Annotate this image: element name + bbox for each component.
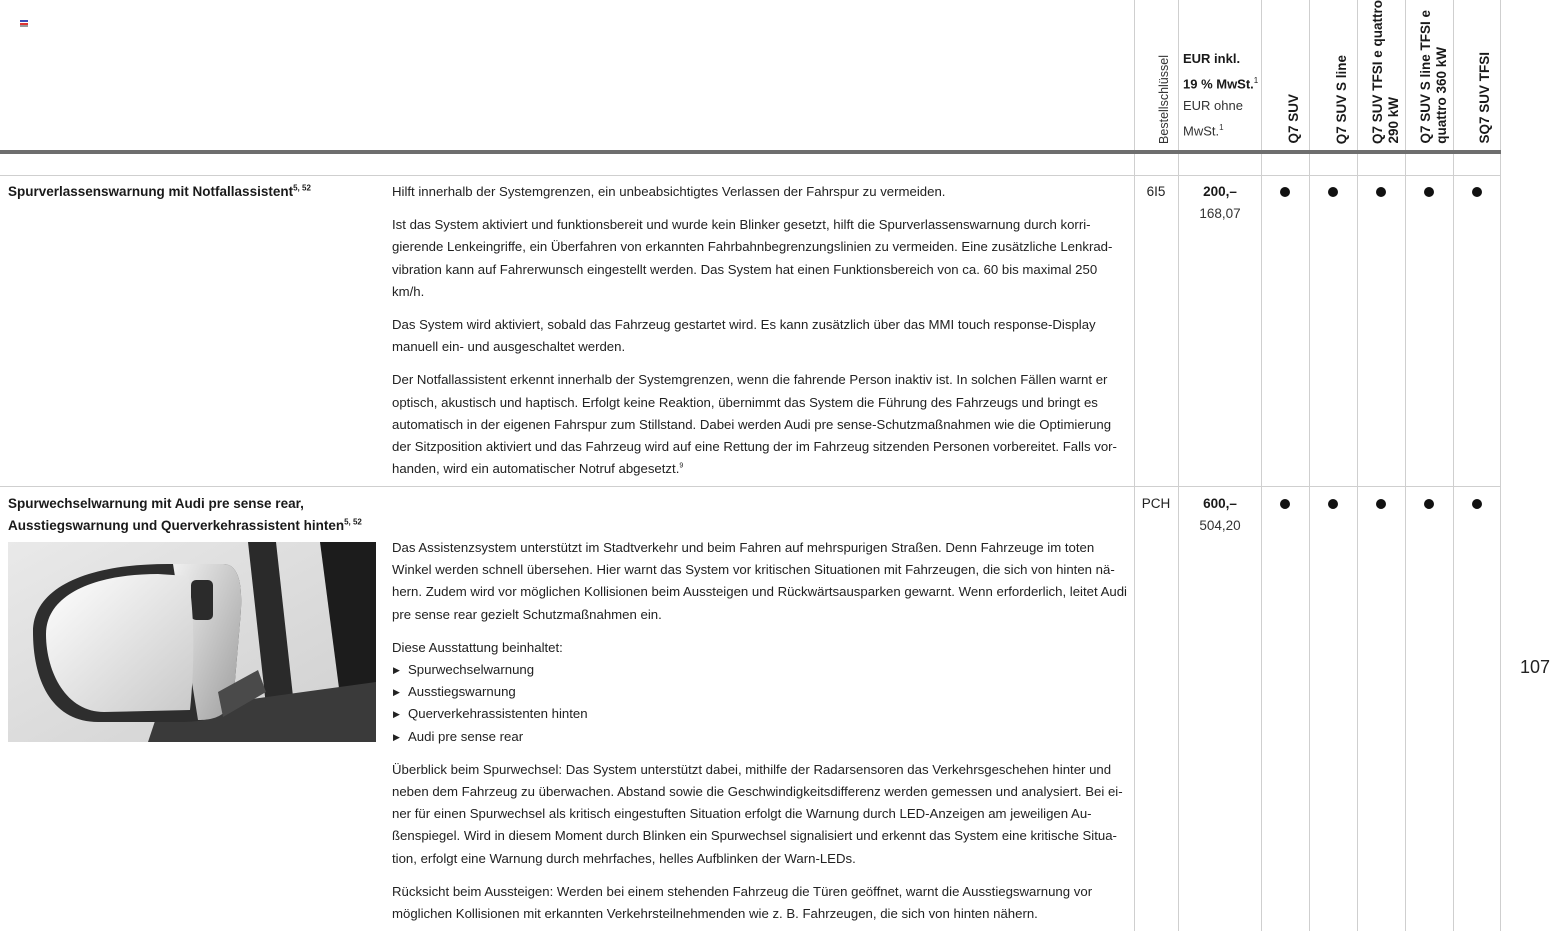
feature-description: Hilft innerhalb der Systemgrenzen, ein unbeabsichtigtes Verlassen der Fahrspur zu vermeiden. Ist das System aktiviert und funktionsbereit und wurde kein Blinker gesetzt, hilft die Spurverlassenswarnung durch korri-gierende Lenkeingriffe, ein Überfahren von erkannten Fahrbahnbegrenzungslinien zu vermeiden. Eine zusätzliche Lenkrad-vibration kann auf Fahrerwunsch eingestellt werden. Das System hat einen Funktionsbereich von ca. 60 bis maximal 250 km/h. Das System wird aktiviert, sobald das Fahrzeug gestartet wird. Es kann zusätzlich über das MMI touch response-Display manuell ein- und ausgeschaltet werden. Der Notfallassistent erkennt innerhalb der Systemgrenzen, wenn die fahrende Person inaktiv ist. In solchen Fällen warnt er optisch, akustisch und haptisch. Erfolgt keine Reaktion, übernimmt das System die Führung des Fahrzeugs und bringt es automatisch in der eigenen Fahrspur zum Stillstand. Dabei werden Audi pre sense-Schutzmaßnahmen wie die Optimierung der Sitzposition aktiviert und das Fahrzeug wird auf eine Rettung der im Fahrzeug sitzenden Personen vorbereitet. Falls vor-handen, wird ein automatischer Notruf abgesetzt.$^9$ (392, 184, 1117, 477)
availability-dot (1376, 187, 1386, 197)
column-header-q7-suv: Q7 SUV (1285, 94, 1301, 144)
availability-dot (1472, 187, 1482, 197)
availability-dot (1280, 187, 1290, 197)
column-header-order-key: Bestellschlüssel (1156, 55, 1171, 144)
flag-icon[interactable] (20, 20, 28, 27)
column-header-price: EUR inkl. 19 % MwSt.$^1$ EUR ohne MwSt.$^1$ (1183, 51, 1259, 139)
availability-dot (1424, 187, 1434, 197)
column-header-q7-s-line-tfsi-e: Q7 SUV S line TFSI e quattro 360 kW (1418, 10, 1449, 144)
list-item: ▶ Querverkehrassistenten hinten (393, 706, 588, 722)
list-item: ▶ Ausstiegswarnung (393, 684, 516, 700)
column-header-q7-tfsi-e: Q7 SUV TFSI e quattro 290 kW (1370, 0, 1401, 144)
order-code: 6I5 (1146, 184, 1166, 199)
feature-title: Spurwechselwarnung mit Audi pre sense rear, Ausstiegswarnung und Querverkehrassistent hinten$^{5, 52}$ (8, 496, 362, 533)
availability-dot (1328, 187, 1338, 197)
grid-line (1500, 0, 1501, 931)
availability-dot (1328, 499, 1338, 509)
list-item: ▶ Spurwechselwarnung (393, 662, 535, 678)
availability-dot (1376, 499, 1386, 509)
order-code: PCH (1141, 496, 1171, 511)
column-header-sq7: SQ7 SUV TFSI (1477, 52, 1492, 144)
feature-title: Spurverlassenswarnung mit Notfallassistent$^{5, 52}$ (8, 183, 311, 199)
list-item: ▶ Audi pre sense rear (393, 728, 524, 744)
side-mirror-image (8, 542, 376, 742)
row-separator (0, 175, 1501, 176)
page-number: 107 (1520, 657, 1550, 677)
header-separator (0, 150, 1501, 154)
feature-description: Das Assistenzsystem unterstützt im Stadtverkehr und beim Fahren auf mehrspurigen Straßen. Denn Fahrzeuge im toten Winkel werden schnell übersehen. Hier warnt das System vor kritischen Situationen mit Fahrzeugen, die sich von hinten nä-hern. Zudem wird vor möglichen Kollisionen beim Aussteigen und Rückwärtsausparken gewarnt. Wenn erforderlich, leitet Audi pre sense rear gezielt Schutzmaßnahmen ein. Diese Ausstattung beinhaltet: ▶ Spurwechselwarnung ▶ Ausstiegswarnung ▶ Querverkehrassistenten hinten ▶ Audi pre sense rear Überblick beim Spurwechsel: Das System unterstützt dabei, mithilfe der Radarsensoren das Verkehrsgeschehen hinter und neben dem Fahrzeug zu überwachen. Abstand sowie die Geschwindigkeitsdifferenz werden gemessen und analysiert. Bei ei-ner für einen Spurwechsel als kritisch eingestuften Situation erfolgt die Warnung durch LED-Anzeigen am jeweiligen Au-ßenspiegel. Wird in diesem Moment durch Blinken ein Spurwechsel signalisiert und erkennt das System eine kritische Situa-tion, erfolgt eine Warnung durch mehrfaches, helles Aufblinken der Warn-LEDs. Rücksicht beim Aussteigen: Werden bei einem stehenden Fahrzeug die Türen geöffnet, warnt die Ausstiegswarnung vor möglichen Kollisionen mit erkannten Verkehrsteilnehmenden wie z. B. Fahrzeugen, die sich von hinten nähern. (392, 537, 1130, 931)
price: 200,– 168,07 (1199, 184, 1241, 221)
grid-line (1178, 0, 1179, 931)
column-header-q7-suv-s-line: Q7 SUV S line (1333, 54, 1349, 144)
feature-list (392, 659, 1130, 748)
price: 600,– 504,20 (1199, 496, 1241, 533)
availability-dot (1472, 499, 1482, 509)
availability-dot (1424, 499, 1434, 509)
availability-dot (1280, 499, 1290, 509)
